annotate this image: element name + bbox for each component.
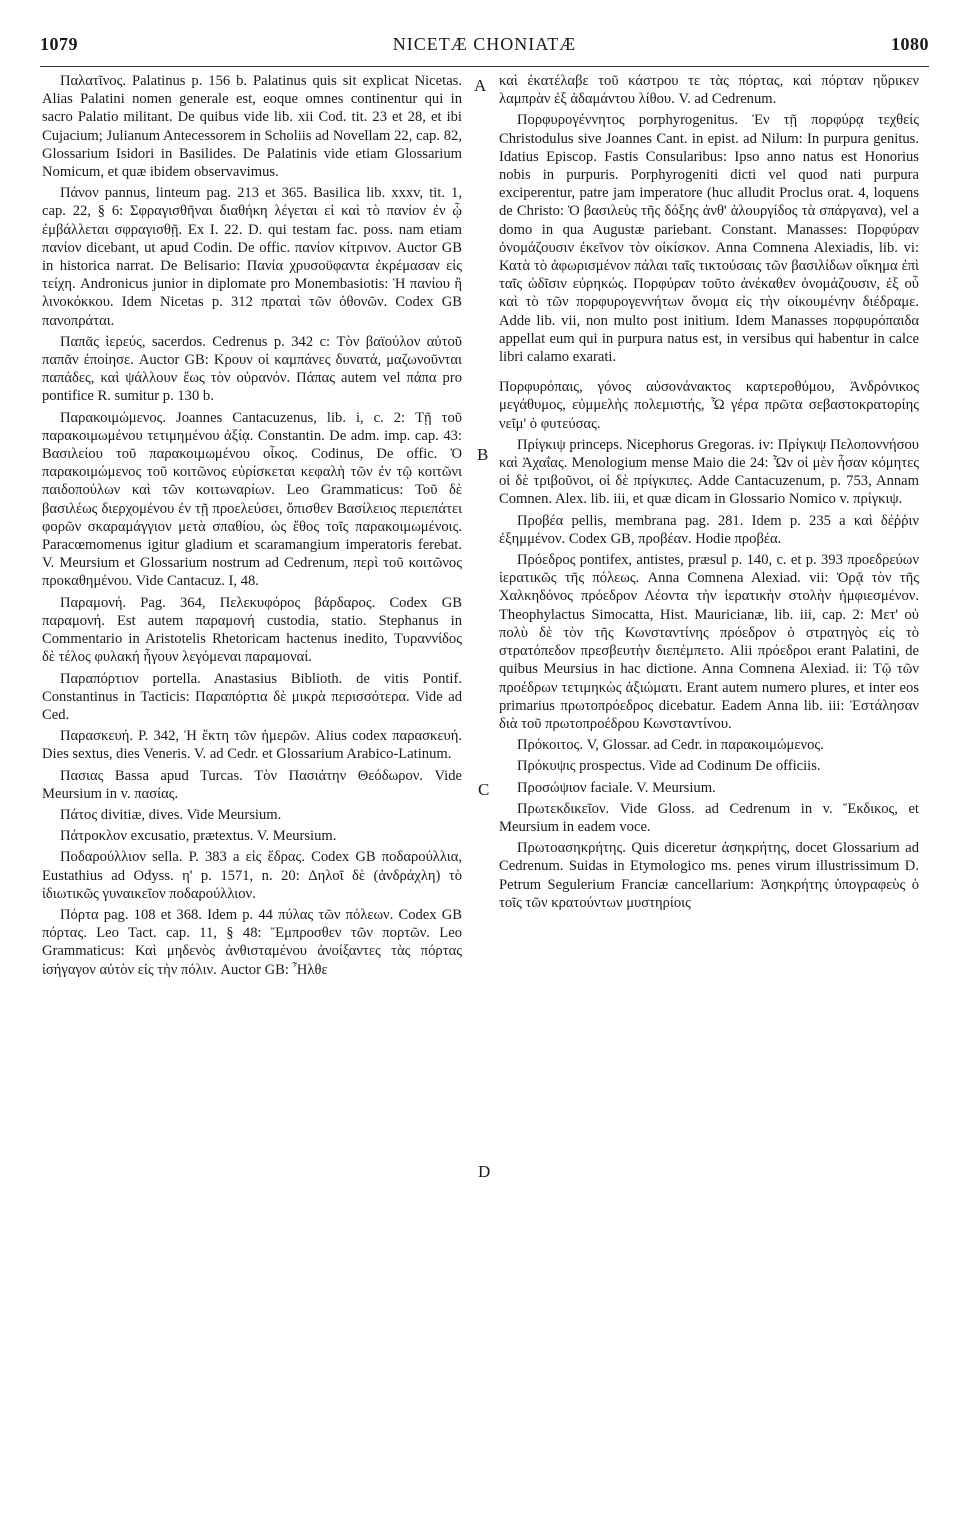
entry-prosopsion: Προσώψιον faciale. V. Meursium. xyxy=(517,779,716,796)
left-column xyxy=(42,72,462,1512)
entry-patos: Πάτος divitiæ, dives. Vide Meursium. xyxy=(60,806,282,823)
running-title: NICETÆ CHONIATÆ xyxy=(392,34,577,54)
margin-marker-d: D xyxy=(478,1162,491,1181)
entry-prokoitos: Πρόκοιτος. V, Glossar. ad Cedr. in παρακοιμώμενος. xyxy=(517,737,824,754)
right-column xyxy=(499,72,919,1512)
margin-marker-a: A xyxy=(474,76,487,95)
entry-porphyrogennetos: Πορφυρογέννητος porphyrogenitus. Ἐν τῇ πορφύρᾳ τεχθείς Christodulus sive Joannes Cant. in epist. ad Nilum: In purpura genitus. Idatius Episcop. Fastis Consularibus: Ipso anno natus est Honorius nobis in purpuris. Porphyrogeniti dicti vel quod nati purpura exciperentur, patre jam imperatore (huc alludit Proclus orat. 4, loquens de Christo: Ὁ βασιλεὺς τῆς δόξης ἀνθ' ἁλουργίδος τὰ σπάργανα), vel a domo in qua Augustæ pariebant. Constant. Manasses: Πορφύραν ὀνομάζουσιν ἐκεῖνον τὸν οἰκίσκον. Anna Comnena Alexiadis, lib. vi: Κατὰ τὸ ἀφωρισμένον πάλαι ταῖς τικτούσαις τῶν βασιλίδων οἴκημα ἐπὶ ταῖς ὠδῖσιν εὐρηκώς. Πορφύραν τοῦτο ἀνέκαθεν ὀνομάζουσιν, ἐξ οὗ καὶ τὸ τῶν πορφυρογεννήτων ὄνομα εἰς τὴν οἰκουμένην διέδραμε. Adde lib. vii, non multo post initium. Idem Manasses πορφυρόπαιδα appellat eum qui in purpura natus est, in versibus qui habentur in calce libri calamo exarati. xyxy=(499,112,919,366)
left-page-number: 1079 xyxy=(40,34,78,54)
entry-papas: Παπᾶς ἱερεύς, sacerdos. Cedrenus p. 342 c: Τὸν βαϊούλον αὐτοῦ παπᾶν ἐποίησε. Auctor GB: Κρουν οἱ καμπάνες δυνατά, μαζωνοῦνται παπάδες, καὶ ψάλλουν ἕως τὸν οὐρανόν. Πάπας autem vel πάπα pro pontifice R. sumitur p. 130 b. xyxy=(42,333,462,405)
verse-porphyropais: Πορφυρόπαις, γόνος αὐσονάνακτος καρτεροθύμου, Ἀνδρόνικος μεγάθυμος, εὐμμελὴς πολεμιστής, Ὦ γέρα πρῶτα σεβαστοκρατορίης νεῖμ' ὁ φυτεύσας. xyxy=(499,379,919,432)
entry-pasias: Πασιας Bassa apud Turcas. Τὸν Πασιάτην Θεόδωρον. Vide Meursium in v. πασίας. xyxy=(42,767,462,802)
margin-marker-c: C xyxy=(478,780,490,799)
entry-paraportion: Παραπόρτιον portella. Anastasius Biblioth. de vitis Pontif. Constantinus in Tacticis: Παραπόρτια δὲ μικρὰ περισσότερα. Vide ad Ced. xyxy=(42,670,462,723)
entry-protoasekretes: Πρωτοασηκρήτης. Quis diceretur ἀσηκρήτης, docet Glossarium ad Cedrenum. Suidas in Etymologico ms. penes virum illustrissimum D. Petrum Segulerium Franciæ cancellarium: Ἀσηκρήτης ὑπογραφεὺς ὁ τοῖς τῶν κρατούντων μυστηρίοις xyxy=(499,840,919,911)
entry-porta-continued: καὶ ἐκατέλαβε τοῦ κάστρου τε τὰς πόρτας, καὶ πόρταν ηὕρικεν λαμπρὰν ἐξ ἀδαμάντου λίθου. V. ad Cedrenum. xyxy=(499,73,919,108)
entry-podaroullion: Ποδαρούλλιον sella. P. 383 a εἰς ἕδρας. Codex GB ποδαρούλλια, Eustathius ad Odyss. η' p. 1571, n. 20: Δηλοῖ δὲ (ἀνδράχλη) τὸ ἰδιωτικῶς γυναικεῖον ποδαρούλλιον. xyxy=(42,849,462,902)
entry-parakoimomenos: Παρακοιμώμενος. Joannes Cantacuzenus, lib. i, c. 2: Τῇ τοῦ παρακοιμωμένου τετιμημένου ἀξίᾳ. Constantin. De adm. imp. cap. 43: Βασιλείου τοῦ παρακοιμωμένου οἶκος. Codinus, De offic. Ὁ παρακοιμώμενος τοῦ κοιτῶνος εὑρίσκεται κεφαλὴ τῶν ἐν τῷ κοιτῶνι παιδοπούλων καὶ τῶν κοιτωναρίων. Leo Grammaticus: Τοῦ δὲ βασιλέως διερχομένου ἐν τῇ προελεύσει, ὄπισθεν Βασίλειος περιεπάτει φορῶν σκαραμάγγιον μετὰ σπαθίου, ὡς ἔθος τοῖς παρακοιμωμένοις. Paracœmomenus igitur gladium et scaramangium imperatoris ferebat. V. Meursium et Glossarium nostrum ad Cedrenum, περὶ τοῦ κοιτῶνος προκαθημένου. Vide Cantacuz. I, 48. xyxy=(42,409,462,590)
entry-protekdikeion: Πρωτεκδικεῖον. Vide Gloss. ad Cedrenum in v. Ἔκδικος, et Meursium in eadem voce. xyxy=(499,800,919,835)
entry-prinkips: Πρίγκιψ princeps. Nicephorus Gregoras. iv: Πρίγκιψ Πελοποννήσου καὶ Ἀχαΐας. Menologium mense Maio die 24: Ὧν οἱ μὲν ἦσαν κόμητες οἱ δὲ τριβοῦνοι, οἱ δὲ πρίγκιπες. Adde Cantacuzenum, p. 753, Annam Comnen. Alex. lib. iii, et quæ dicam in Glossario Nomico v. πρίγκιψ. xyxy=(499,436,919,508)
entry-probea: Προβέα pellis, membrana pag. 281. Idem p. 235 a καὶ δέῤῥιν ἐξημμένον. Codex GB, προβέαν. Hodie προβέα. xyxy=(499,512,919,547)
entry-palatinus: Παλατῖνος. Palatinus p. 156 b. Palatinus quis sit explicat Nicetas. Alias Palatini nomen generale est, eoque omnes continentur qui in sacro Palatio militant. De quibus vide lib. xii Cod. tit. 23 et 28, et ibi Cujacium; Julianum Antecessorem in Scholiis ad Novellam 22, cap. 82, Glossarium Isidori in Basilides. De Palatinis vide etiam Glossarium Nomicum, et quæ ibidem observavimus. xyxy=(42,73,462,181)
entry-prokypsis: Πρόκυψις prospectus. Vide ad Codinum De officiis. xyxy=(517,758,821,775)
entry-panon: Πάνον pannus, linteum pag. 213 et 365. Basilica lib. xxxv, tit. 1, cap. 22, § 6: Σφραγισθῆναι διαθήκη λέγεται εἰ καὶ τὸ πανίον ἐν ᾧ ἐμβάλλεται σφραγισθῇ. Ex I. 22. D. qui testam fac. poss. nam etiam πανίον dicebant, ut apud Codin. De offic. πανίον κίτρινον. Auctor GB in historica narrat. De Belisario: Πανία χρυσοϋφαντα ἐκρέμασαν εἰς τείχη. Andronicus junior in diplomate pro Monembasiotis: Ἡ πανίου ἢ λινοκόκκου. Idem Nicetas p. 312 πραταὶ τῶν ὀθονῶν. Codex GB πανοπράται. xyxy=(42,185,462,329)
entry-proedros: Πρόεδρος pontifex, antistes, præsul p. 140, c. et p. 393 προεδρεύων ἱερατικῶς τῆς πόλεως. Anna Comnena Alexiad. vii: Ὁρᾷ τὸν τῆς Χαλκηδόνος πρόεδρον Λέοντα τὴν ἱερατικὴν στολὴν ἠμφιεσμένον. Theophylactus Simocatta, Hist. Mauricianæ, lib. iii, cap. 2: Μετ' οὐ πολὺ δὲ τὸν τῆς Κωνσταντίνης πρόεδρον ὁ στρατηγὸς εἰς τὸ στρατόπεδον πρεσβευτὴν διεπέμπετο. Alii πρόεδροι erant Palatini, de quibus Meursius in hac dictione. Anna Comnena Alexiad. ii: Τῷ τῶν προέδρων τετιμηκὼς ἀξιώματι. Erant autem numero plures, et inter eos primarius πρωτοπρόεδρος dicebatur. Eadem Anna lib. iii: Ἐστάλησαν διὰ τοῦ πρωτοπροέδρου Κωνσταντίνου. xyxy=(499,552,919,732)
right-page-number: 1080 xyxy=(891,34,929,54)
margin-marker-b: B xyxy=(477,445,489,464)
page-header xyxy=(40,34,929,67)
entry-paramone: Παραμονή. Pag. 364, Πελεκυφόρος βάρδαρος. Codex GB παραμονή. Est autem παραμονή custodia, statio. Stephanus in Commentario in Aristotelis Rhetoricam hactenus inedito, Τυραννίδος δὲ τέλος φυλακή ἦγουν λεγόμεναι παραμοναί. xyxy=(42,594,462,666)
entry-paraskeue: Παρασκευή. P. 342, Ἡ ἕκτη τῶν ἡμερῶν. Alius codex παρασκευή. Dies sextus, dies Veneris. V. ad Cedr. et Glossarium Arabico-Latinum. xyxy=(42,728,462,763)
entry-porta: Πόρτα pag. 108 et 368. Idem p. 44 πύλας τῶν πόλεων. Codex GB πόρτας. Leo Tact. cap. 11, § 48: Ἔμπροσθεν τῶν πορτῶν. Leo Grammaticus: Καὶ μηδενὸς ἀνθισταμένου ἀνοίξαντες τὰς πόρτας ἰσήγαγον αὐτὸν εἰς τὴν πόλιν. Auctor GB: Ἦλθε xyxy=(42,906,462,978)
entry-patroklon: Πάτροκλον excusatio, prætextus. V. Meursium. xyxy=(60,828,337,845)
